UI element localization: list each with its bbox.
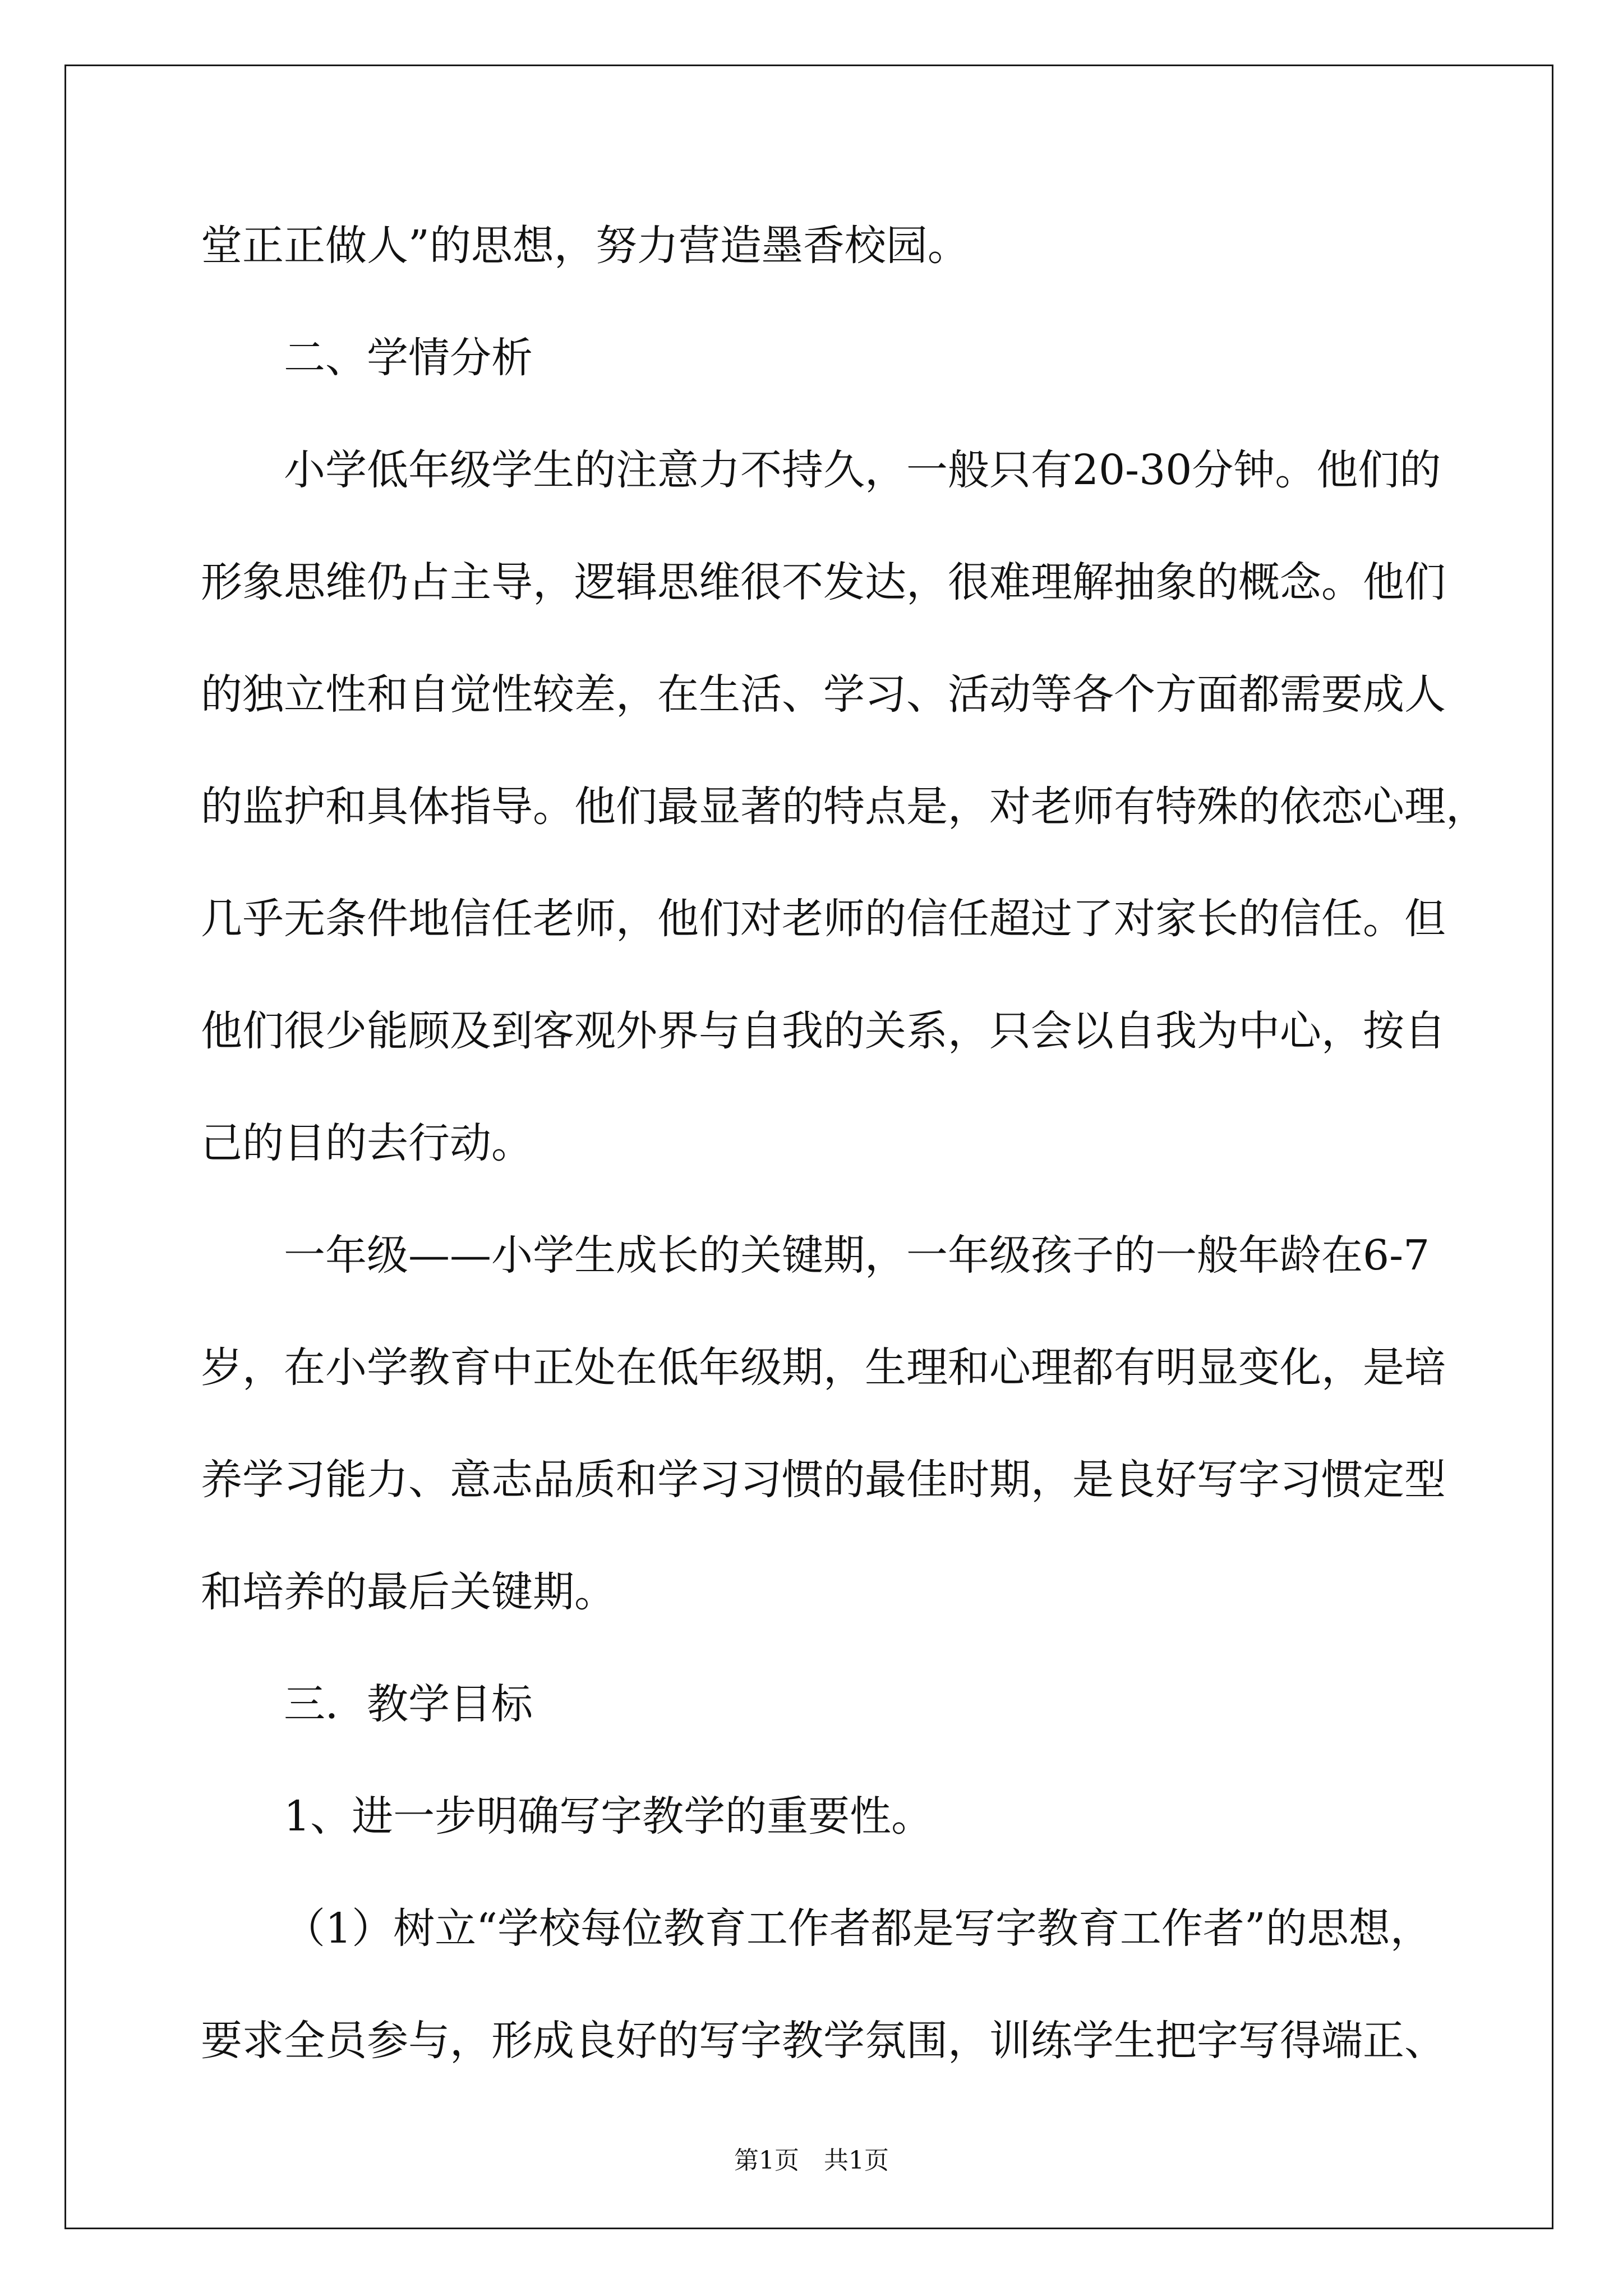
text-line: 养学习能力、意志品质和学习习惯的最佳时期，是良好写字习惯定型 bbox=[201, 1456, 1446, 1504]
paragraph bbox=[201, 1199, 1446, 1648]
page-number-footer: 第1页 共1页 bbox=[734, 2146, 889, 2175]
section-heading bbox=[201, 302, 1440, 414]
text-line: 1、进一步明确写字教学的重要性。 bbox=[284, 1792, 933, 1841]
text-line: 形象思维仍占主导，逻辑思维很不发达，很难理解抽象的概念。他们 bbox=[201, 558, 1446, 606]
text-line: 的监护和具体指导。他们最显著的特点是，对老师有特殊的依恋心理， bbox=[201, 783, 1487, 831]
document-body bbox=[201, 190, 1487, 2097]
text-line: 他们很少能顾及到客观外界与自我的关系，只会以自我为中心，按自 bbox=[201, 1007, 1446, 1055]
paragraph bbox=[201, 190, 1440, 302]
section-heading bbox=[201, 1648, 1440, 1760]
text-line: 一年级——小学生成长的关键期，一年级孩子的一般年龄在6-7 bbox=[284, 1231, 1430, 1280]
text-line: 二、学情分析 bbox=[284, 334, 533, 382]
text-line: 小学低年级学生的注意力不持久，一般只有20-30分钟。他们的 bbox=[284, 446, 1441, 494]
text-line: 要求全员参与，形成良好的写字教学氛围，训练学生把字写得端正、 bbox=[201, 2017, 1446, 2065]
paragraph bbox=[201, 414, 1487, 1199]
list-item bbox=[201, 1760, 1440, 1872]
text-line: 和培养的最后关键期。 bbox=[201, 1568, 616, 1616]
text-line: 己的目的去行动。 bbox=[201, 1119, 533, 1167]
paragraph bbox=[201, 1872, 1446, 2097]
text-line: 的独立性和自觉性较差，在生活、学习、活动等各个方面都需要成人 bbox=[201, 670, 1446, 719]
text-line: 岁，在小学教育中正处在低年级期，生理和心理都有明显变化，是培 bbox=[201, 1343, 1446, 1392]
text-line: 堂正正做人”的思想，努力营造墨香校园。 bbox=[201, 222, 969, 270]
text-line: （1）树立“学校每位教育工作者都是写字教育工作者”的思想， bbox=[284, 1904, 1432, 1953]
text-line: 几乎无条件地信任老师，他们对老师的信任超过了对家长的信任。但 bbox=[201, 895, 1446, 943]
text-line: 三．教学目标 bbox=[284, 1680, 533, 1728]
